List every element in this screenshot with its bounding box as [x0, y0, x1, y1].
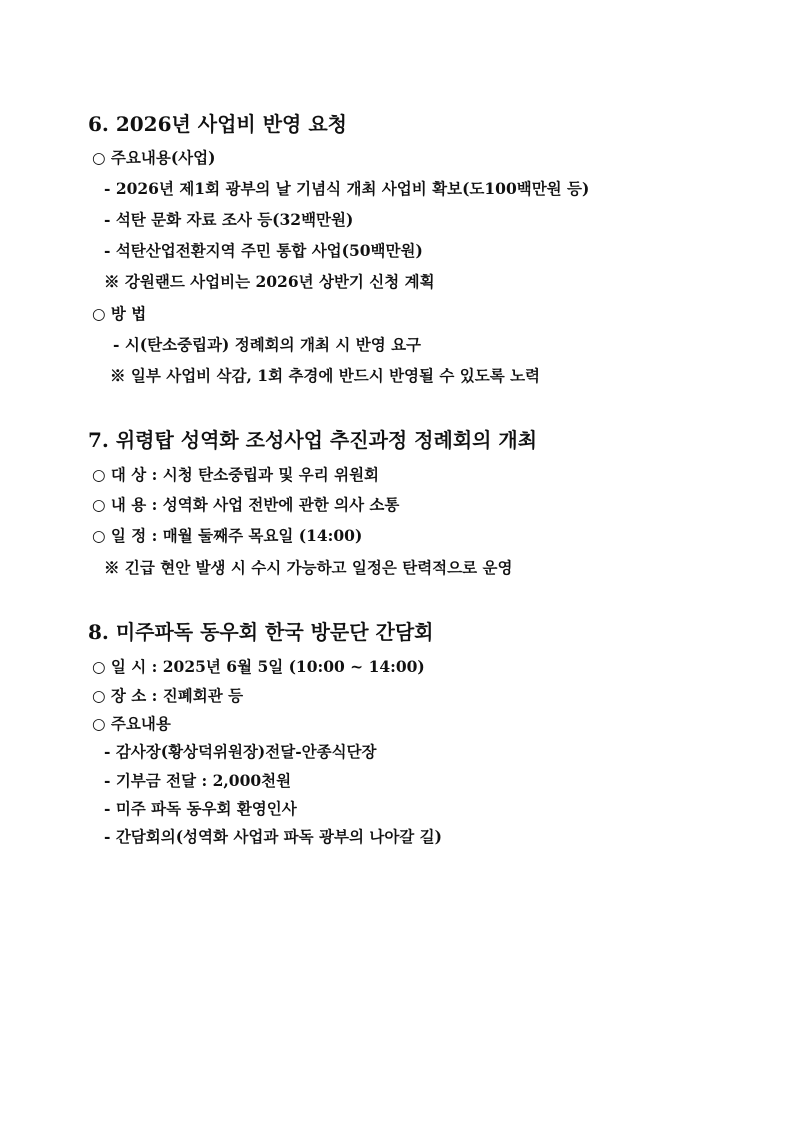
section-6-note: ※ 일부 사업비 삭감, 1회 추경에 반드시 반영될 수 있도록 노력	[110, 366, 541, 385]
section-6-main-label: ○ 주요내용(사업)	[92, 148, 216, 167]
section-7-target: ○ 대 상 : 시청 탄소중립과 및 우리 위원회	[92, 465, 380, 484]
section-6-item: - 석탄 문화 자료 조사 등(32백만원)	[104, 210, 354, 229]
section-6-title: 6. 2026년 사업비 반영 요청	[88, 112, 347, 136]
section-6-note: ※ 강원랜드 사업비는 2026년 상반기 신청 계획	[104, 272, 435, 291]
section-8-datetime: ○ 일 시 : 2025년 6월 5일 (10:00 ~ 14:00)	[92, 657, 425, 676]
section-7-content: ○ 내 용 : 성역화 사업 전반에 관한 의사 소통	[92, 495, 400, 514]
section-8-place: ○ 장 소 : 진폐회관 등	[92, 686, 244, 705]
section-7-schedule: ○ 일 정 : 매월 둘째주 목요일 (14:00)	[92, 526, 363, 545]
section-8-item: - 미주 파독 동우회 환영인사	[104, 799, 297, 818]
section-8-title: 8. 미주파독 동우회 한국 방문단 간담회	[88, 620, 434, 644]
section-6-method-label: ○ 방 법	[92, 304, 147, 323]
section-8-item: - 기부금 전달 : 2,000천원	[104, 771, 292, 790]
section-8-item: - 간담회의(성역화 사업과 파독 광부의 나아갈 길)	[104, 827, 442, 846]
section-8-main-label: ○ 주요내용	[92, 714, 171, 733]
section-7-note: ※ 긴급 현안 발생 시 수시 가능하고 일정은 탄력적으로 운영	[104, 558, 513, 577]
section-6-item: - 2026년 제1회 광부의 날 기념식 개최 사업비 확보(도100백만원 등)	[104, 179, 590, 198]
section-7-title: 7. 위령탑 성역화 조성사업 추진과정 정례회의 개최	[88, 428, 538, 452]
section-8-item: - 감사장(황상덕위원장)전달-안종식단장	[104, 742, 377, 761]
section-6-method-item: - 시(탄소중립과) 정례회의 개최 시 반영 요구	[113, 335, 422, 354]
section-6-item: - 석탄산업전환지역 주민 통합 사업(50백만원)	[104, 241, 423, 260]
